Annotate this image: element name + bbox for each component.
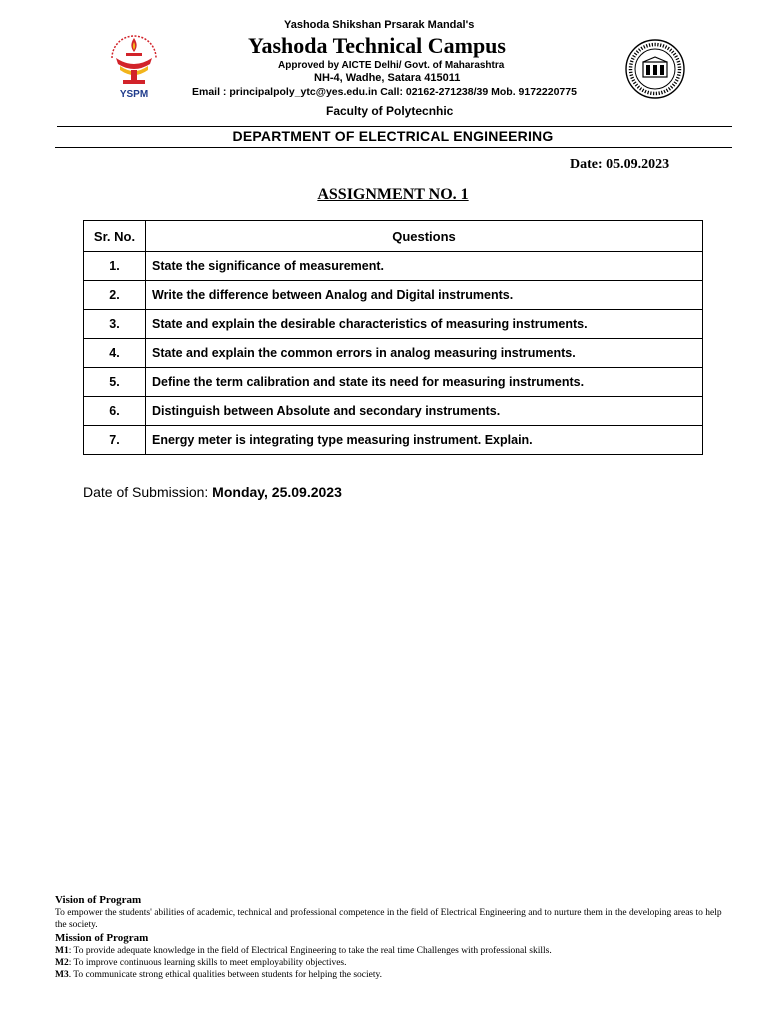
row-question: Energy meter is integrating type measuring instrument. Explain. [146,426,703,455]
mission-text: . To communicate strong ethical qualities between students for helping the society. [68,970,383,980]
row-sr-no: 2. [84,281,146,310]
board-seal-icon [624,38,686,100]
department-title: DEPARTMENT OF ELECTRICAL ENGINEERING [232,128,554,144]
approval-line: Approved by AICTE Delhi/ Govt. of Maharashtra [278,60,505,71]
table-row [84,339,703,368]
table-row [84,281,703,310]
row-sr-no: 5. [84,368,146,397]
assignment-title: ASSIGNMENT NO. 1 [317,186,469,203]
row-question: State the significance of measurement. [146,252,703,281]
row-sr-no: 3. [84,310,146,339]
mission-text: : To provide adequate knowledge in the field of Electrical Engineering to take the real time Challenges with professional skills. [68,946,552,956]
row-sr-no: 7. [84,426,146,455]
table-row [84,310,703,339]
row-sr-no: 1. [84,252,146,281]
contact-line: Email : principalpoly_ytc@yes.edu.in Call: 02162-271238/39 Mob. 9172220775 [192,86,577,98]
submission-label: Date of Submission: [83,484,213,500]
program-footer [55,893,735,981]
mission-label: M1 [55,946,69,956]
mission-label: M2 [55,958,69,968]
submission-value: Monday, 25.09.2023 [212,484,342,500]
table-row [84,397,703,426]
mission-text: : To improve continuous learning skills to meet employability objectives. [68,958,347,968]
column-header-questions: Questions [146,221,703,252]
header-divider-top [57,126,732,127]
row-question: Write the difference between Analog and Digital instruments. [146,281,703,310]
mission-heading: Mission of Program [55,932,149,944]
yspm-logo-icon [104,28,164,102]
row-question: State and explain the common errors in analog measuring instruments. [146,339,703,368]
row-question: Distinguish between Absolute and secondary instruments. [146,397,703,426]
vision-text: To empower the students' abilities of academic, technical and professional competence in the field of Electrical Engineering and to nurture them in the developing areas to help the society. [55,908,722,930]
faculty-name: Faculty of Polytecnhic [326,104,454,118]
row-question: State and explain the desirable characteristics of measuring instruments. [146,310,703,339]
row-question: Define the term calibration and state its need for measuring instruments. [146,368,703,397]
society-name: Yashoda Shikshan Prsarak Mandal's [284,19,475,31]
mission-label: M3 [55,970,69,980]
address-line: NH-4, Wadhe, Satara 415011 [314,72,461,84]
header-divider-bottom [55,147,732,148]
table-row [84,368,703,397]
submission-date [83,484,342,500]
letterhead [0,0,768,126]
row-sr-no: 6. [84,397,146,426]
svg-text:YSPM: YSPM [119,89,149,100]
vision-heading: Vision of Program [55,894,142,906]
issue-date: Date: 05.09.2023 [570,157,670,172]
column-header-sr-no: Sr. No. [84,221,146,252]
row-sr-no: 4. [84,339,146,368]
table-row [84,426,703,455]
table-row [84,252,703,281]
mission-item [55,945,735,957]
mission-item [55,957,735,969]
table-header-row [84,221,703,252]
mission-item [55,969,735,981]
questions-table [83,220,703,455]
campus-name: Yashoda Technical Campus [248,33,506,58]
